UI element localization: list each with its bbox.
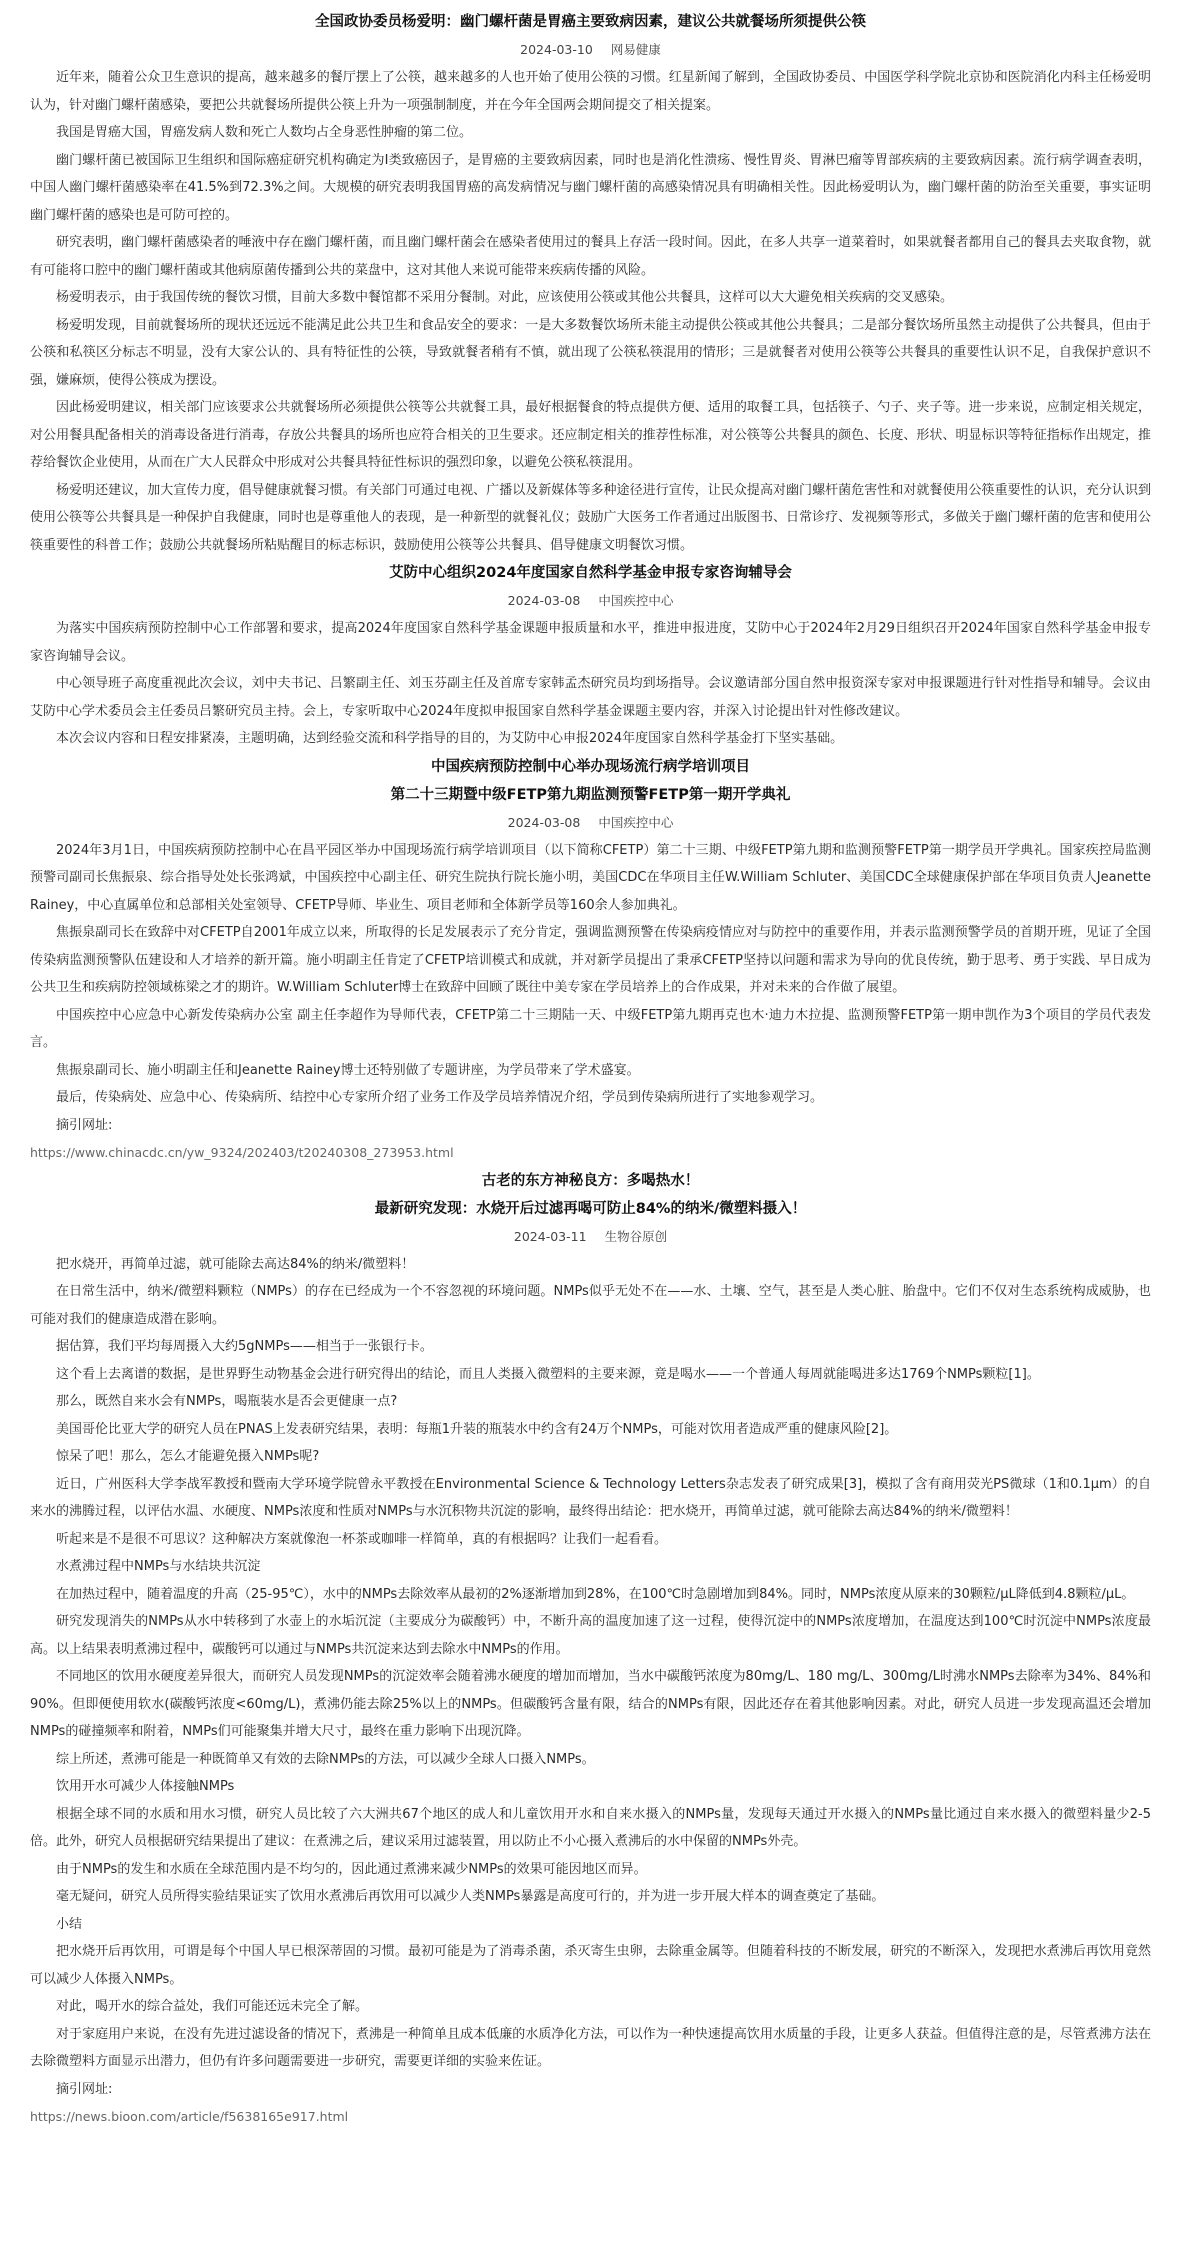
article-paragraph: 那么，既然自来水会有NMPs，喝瓶装水是否会更健康一点? (56, 1394, 398, 1409)
article-paragraph: 杨爱明还建议，加大宣传力度，倡导健康就餐习惯。有关部门可通过电视、广播以及新媒体等多种途径进行宣传，让民众提高对幽门螺杆菌危害性和对就餐使用公筷重要性的认识，充分认识到使用公筷等公共餐具是一种保护自我健康，同时也是尊重他人的表现，是一种新型的就餐礼仪；鼓励广大医务工作者通过出版图书、日常诊疗、发视频等形式，多做关于幽门螺杆菌的危害和使用公筷重要性的科普工作；鼓励公共就餐场所粘贴醒目的标志标识，鼓励使用公筷等公共餐具、倡导健康文明餐饮习惯。 (30, 482, 1151, 553)
article-paragraph: 近日，广州医科大学李战军教授和暨南大学环境学院曾永平教授在Environmental Science & Technology Letters杂志发表了研究成果[3]，模拟了含有商用荧光PS微球（1和0.1μm）的自来水的沸腾过程，以评估水温、水硬度、NMPs浓度和性质对NMPs与水沉积物共沉淀的影响，最终得出结论：把水烧开，再简单过滤，就可能除去高达84%的纳米/微塑料！ (30, 1476, 1151, 1519)
source-link[interactable]: https://news.bioon.com/article/f5638165e917.html (30, 2109, 349, 2124)
article-paragraph: 由于NMPs的发生和水质在全球范围内是不均匀的，因此通过煮沸来减少NMPs的效果可能因地区而异。 (56, 1861, 647, 1877)
article-date: 2024-03-08 (507, 814, 581, 830)
article-paragraph: 为落实中国疾病预防控制中心工作部署和要求，提高2024年度国家自然科学基金课题申报质量和水平，推进申报进度，艾防中心于2024年2月29日组织召开2024年国家自然科学基金申报专家咨询辅导会议。 (30, 621, 1151, 664)
article-title: 艾防中心组织2024年度国家自然科学基金申报专家咨询辅导会 (389, 565, 792, 581)
article-paragraph: 本次会议内容和日程安排紧凑，主题明确，达到经验交流和科学指导的目的，为艾防中心申报2024年度国家自然科学基金打下坚实基础。 (56, 731, 844, 746)
article-paragraph: 在加热过程中，随着温度的升高（25-95℃），水中的NMPs去除效率从最初的2%逐渐增加到28%，在100℃时急剧增加到84%。同时，NMPs浓度从原来的30颗粒/μL降低到4.8颗粒/μL。 (56, 1586, 1135, 1602)
article-paragraph: 对于家庭用户来说，在没有先进过滤设备的情况下，煮沸是一种简单且成本低廉的水质净化方法，可以作为一种快速提高饮用水质量的手段，让更多人获益。但值得注意的是，尽管煮沸方法在去除微塑料方面显示出潜力，但仍有许多问题需要进一步研究，需要更详细的实验来佐证。 (30, 2026, 1151, 2069)
article-title: 第二十三期暨中级FETP第九期监测预警FETP第一期开学典礼 (390, 786, 791, 803)
article-meta (30, 1223, 1151, 1251)
article-title: 古老的东方神秘良方：多喝热水！ (481, 1172, 700, 1189)
article (30, 753, 1151, 1167)
article-meta (30, 587, 1151, 615)
article-date: 2024-03-11 (513, 1228, 587, 1244)
article-paragraph: 因此杨爱明建议，相关部门应该要求公共就餐场所必须提供公筷等公共就餐工具，最好根据餐食的特点提供方便、适用的取餐工具，包括筷子、勺子、夹子等。进一步来说，应制定相关规定，对公用餐具配备相关的消毒设备进行消毒，存放公共餐具的场所也应符合相关的卫生要求。还应制定相关的推荐性标准，对公筷等公共餐具的颜色、长度、形状、明显标识等特征指标作出规定，推荐给餐饮企业使用，从而在广大人民群众中形成对公共餐具特征性标识的强烈印象，以避免公筷私筷混用。 (30, 400, 1151, 470)
article-paragraph: 焦振泉副司长、施小明副主任和Jeanette Rainey博士还特别做了专题讲座，为学员带来了学术盛宴。 (56, 1062, 640, 1078)
source-link-label: 摘引网址: (56, 1117, 113, 1133)
article-paragraph: 在日常生活中，纳米/微塑料颗粒（NMPs）的存在已经成为一个不容忽视的环境问题。NMPs似乎无处不在——水、土壤、空气，甚至是人类心脏、胎盘中。它们不仅对生态系统构成威胁，也可能对我们的健康造成潜在影响。 (30, 1284, 1151, 1327)
article-paragraph: 把水烧开后再饮用，可谓是每个中国人早已根深蒂固的习惯。最初可能是为了消毒杀菌，杀灭寄生虫卵，去除重金属等。但随着科技的不断发展，研究的不断深入，发现把水煮沸后再饮用竟然可以减少人体摄入NMPs。 (30, 1944, 1151, 1987)
article-paragraph: 最后，传染病处、应急中心、传染病所、结控中心专家所介绍了业务工作及学员培养情况介绍，学员到传染病所进行了实地参观学习。 (56, 1090, 824, 1105)
article-paragraph: 我国是胃癌大国，胃癌发病人数和死亡人数均占全身恶性肿瘤的第二位。 (56, 125, 473, 140)
article-paragraph: 听起来是不是很不可思议？这种解决方案就像泡一杯茶或咖啡一样简单，真的有根据吗？让我们一起看看。 (56, 1531, 668, 1547)
article-title: 全国政协委员杨爱明：幽门螺杆菌是胃癌主要致病因素，建议公共就餐场所须提供公筷 (315, 14, 866, 30)
article-source: 网易健康 (610, 42, 661, 57)
article-source: 中国疾控中心 (598, 593, 674, 608)
article (30, 559, 1151, 753)
article-paragraph: 惊呆了吧！那么，怎么才能避免摄入NMPs呢? (56, 1449, 320, 1464)
article-paragraph: 杨爱明发现，目前就餐场所的现状还远远不能满足此公共卫生和食品安全的要求：一是大多数餐饮场所未能主动提供公筷或其他公共餐具；二是部分餐饮场所虽然主动提供了公共餐具，但由于公筷和私筷区分标志不明显，没有大家公认的、具有特征性的公筷，导致就餐者稍有不慎，就出现了公筷私筷混用的情形；三是就餐者对使用公筷等公共餐具的重要性认识不足，自我保护意识不强，嫌麻烦，使得公筷成为摆设。 (30, 317, 1151, 388)
article-paragraph: 幽门螺杆菌已被国际卫生组织和国际癌症研究机构确定为Ⅰ类致癌因子，是胃癌的主要致病因素，同时也是消化性溃疡、慢性胃炎、胃淋巴瘤等胃部疾病的主要致病因素。流行病学调查表明，中国人幽门螺杆菌感染率在41.5%到72.3%之间。大规模的研究表明我国胃癌的高发病情况与幽门螺杆菌的高感染情况具有明确相关性。因此杨爱明认为，幽门螺杆菌的防治至关重要，事实证明幽门螺杆菌的感染也是可防可控的。 (30, 152, 1151, 223)
article-paragraph: 对此，喝开水的综合益处，我们可能还远未完全了解。 (56, 1999, 369, 2014)
article-paragraph: 综上所述，煮沸可能是一种既简单又有效的去除NMPs的方法，可以减少全球人口摄入NMPs。 (56, 1751, 595, 1767)
article-paragraph: 水煮沸过程中NMPs与水结块共沉淀 (56, 1559, 261, 1574)
article-paragraph: 2024年3月1日，中国疾病预防控制中心在昌平园区举办中国现场流行病学培训项目（以下简称CFETP）第二十三期、中级FETP第九期和监测预警FETP第一期学员开学典礼。国家疾控局监测预警司副司长焦振泉、综合指导处处长张鸿斌，中国疾控中心副主任、研究生院执行院长施小明，美国CDC在华项目主任W.William Schluter、美国CDC全球健康保护部在华项目负责人Jeanette Rainey，中心直属单位和总部相关处室领导、CFETP导师、毕业生、项目老师和全体新学员等160余人参加典礼。 (30, 842, 1151, 913)
article-paragraph: 根据全球不同的水质和用水习惯，研究人员比较了六大洲共67个地区的成人和儿童饮用开水和自来水摄入的NMPs量，发现每天通过开水摄入的NMPs量比通过自来水摄入的微塑料量少2-5倍。此外，研究人员根据研究结果提出了建议：在煮沸之后，建议采用过滤装置，用以防止不小心摄入煮沸后的水中保留的NMPs外壳。 (30, 1806, 1151, 1849)
article-paragraph: 把水烧开，再简单过滤，就可能除去高达84%的纳米/微塑料！ (56, 1256, 415, 1272)
article-paragraph: 中心领导班子高度重视此次会议，刘中夫书记、吕繁副主任、刘玉芬副主任及首席专家韩孟杰研究员均到场指导。会议邀请部分国自然申报资深专家对申报课题进行针对性指导和辅导。会议由艾防中心学术委员会主任委员吕繁研究员主持。会上，专家听取中心2024年度拟申报国家自然科学基金课题主要内容，并深入讨论提出针对性修改建议。 (30, 676, 1151, 719)
article-paragraph: 美国哥伦比亚大学的研究人员在PNAS上发表研究结果，表明：每瓶1升装的瓶装水中约含有24万个NMPs，可能对饮用者造成严重的健康风险[2]。 (56, 1421, 898, 1437)
article (30, 1167, 1151, 2131)
article-paragraph: 据估算，我们平均每周摄入大约5gNMPs——相当于一张银行卡。 (56, 1339, 433, 1354)
article-paragraph: 小结 (56, 1916, 83, 1932)
article-paragraph: 饮用开水可减少人体接触NMPs (56, 1779, 235, 1794)
article-paragraph: 毫无疑问，研究人员所得实验结果证实了饮用水煮沸后再饮用可以减少人类NMPs暴露是高度可行的，并为进一步开展大样本的调查奠定了基础。 (56, 1889, 885, 1904)
article-paragraph: 这个看上去离谱的数据，是世界野生动物基金会进行研究得出的结论，而且人类摄入微塑料的主要来源，竟是喝水——一个普通人每周就能喝进多达1769个NMPs颗粒[1]。 (56, 1366, 1040, 1382)
article-title: 最新研究发现：水烧开后过滤再喝可防止84%的纳米/微塑料摄入！ (374, 1200, 807, 1217)
article (30, 8, 1151, 559)
article-paragraph: 中国疾控中心应急中心新发传染病办公室 副主任李超作为导师代表，CFETP第二十三期陆一天、中级FETP第九期再克也木·迪力木拉提、监测预警FETP第一期申凯作为3个项目的学员代表发言。 (30, 1007, 1151, 1050)
article-meta (30, 36, 1151, 64)
article-paragraph: 研究发现消失的NMPs从水中转移到了水壶上的水垢沉淀（主要成分为碳酸钙）中，不断升高的温度加速了这一过程，使得沉淀中的NMPs浓度增加，在温度达到100℃时沉淀中NMPs浓度最高。以上结果表明煮沸过程中，碳酸钙可以通过与NMPs共沉淀来达到去除水中NMPs的作用。 (30, 1614, 1151, 1657)
article-paragraph: 近年来，随着公众卫生意识的提高，越来越多的餐厅摆上了公筷，越来越多的人也开始了使用公筷的习惯。红星新闻了解到，全国政协委员、中国医学科学院北京协和医院消化内科主任杨爱明认为，针对幽门螺杆菌感染，要把公共就餐场所提供公筷上升为一项强制制度，并在今年全国两会期间提交了相关提案。 (30, 70, 1151, 113)
article-source: 中国疾控中心 (598, 814, 674, 830)
source-link[interactable]: https://www.chinacdc.cn/yw_9324/202403/t20240308_273953.html (30, 1145, 454, 1160)
article-source: 生物谷原创 (604, 1228, 668, 1244)
article-paragraph: 不同地区的饮用水硬度差异很大，而研究人员发现NMPs的沉淀效率会随着沸水硬度的增加而增加，当水中碳酸钙浓度为80mg/L、180 mg/L、300mg/L时沸水NMPs去除率为34%、84%和90%。但即便使用软水(碳酸钙浓度<60mg/L)，煮沸仍能去除25%以上的NMPs。但碳酸钙含量有限，结合的NMPs有限，因此还存在着其他影响因素。对此，研究人员进一步发现高温还会增加NMPs的碰撞频率和附着，NMPs们可能聚集并增大尺寸，最终在重力影响下出现沉降。 (30, 1669, 1151, 1739)
article-paragraph: 杨爱明表示，由于我国传统的餐饮习惯，目前大多数中餐馆都不采用分餐制。对此，应该使用公筷或其他公共餐具，这样可以大大避免相关疾病的交叉感染。 (56, 290, 954, 305)
article-paragraph: 研究表明，幽门螺杆菌感染者的唾液中存在幽门螺杆菌，而且幽门螺杆菌会在感染者使用过的餐具上存活一段时间。因此，在多人共享一道菜着时，如果就餐者都用自己的餐具去夹取食物，就有可能将口腔中的幽门螺杆菌或其他病原菌传播到公共的菜盘中，这对其他人来说可能带来疾病传播的风险。 (30, 235, 1151, 278)
article-meta (30, 809, 1151, 837)
article-date: 2024-03-08 (507, 593, 581, 608)
article-paragraph: 焦振泉副司长在致辞中对CFETP自2001年成立以来，所取得的长足发展表示了充分肯定，强调监测预警在传染病疫情应对与防控中的重要作用，并表示监测预警学员的首期开班，见证了全国传染病监测预警队伍建设和人才培养的新开篇。施小明副主任肯定了CFETP培训模式和成就，并对新学员提出了秉承CFETP坚持以问题和需求为导向的优良传统，勤于思考、勇于实践、早日成为公共卫生和疾病防控领域栋梁之才的期许。W.William Schluter博士在致辞中回顾了既往中美专家在学员培养上的合作成果，并对未来的合作做了展望。 (30, 925, 1151, 995)
source-link-label: 摘引网址: (56, 2081, 113, 2097)
article-date: 2024-03-10 (520, 42, 593, 57)
article-title: 中国疾病预防控制中心举办现场流行病学培训项目 (431, 758, 750, 775)
